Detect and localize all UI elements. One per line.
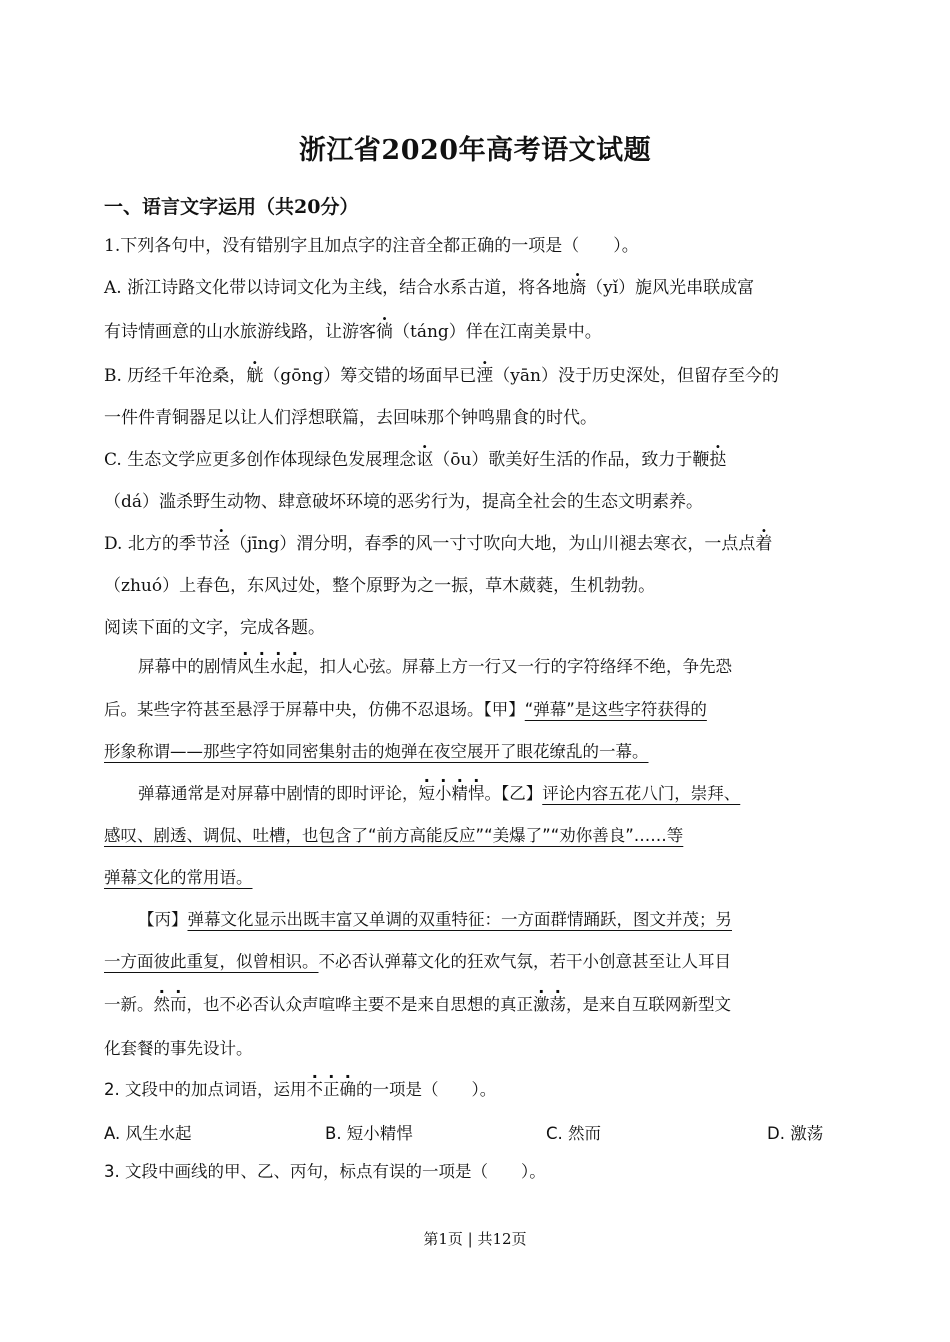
passage-p3-line-4: 化套餐的事先设计。 xyxy=(104,1039,253,1058)
option-c-line-1: C. 生态文学应更多创作体现绿色发展理念讴（ōu）歌美好生活的作品，致力于鞭挞 xyxy=(104,450,727,470)
sentence-bing: 弹幕文化显示出既丰富又单调的双重特征：一方面群情踊跃，图文并茂；另 xyxy=(187,910,732,929)
question-2-stem: 2. 文段中的加点词语，运用不正确的一项是（ ）。 xyxy=(104,1080,497,1099)
question-3-stem: 3. 文段中画线的甲、乙、丙句，标点有误的一项是（ ）。 xyxy=(104,1162,546,1181)
sentence-jia: “弹幕”是这些字符获得的 xyxy=(524,700,707,719)
option-a-line-1: A. 浙江诗路文化带以诗词文化为主线，结合水系古道，将各地旖（yǐ）旎风光串联成富 xyxy=(104,278,755,298)
q2-option-c: C. 然而 xyxy=(546,1124,602,1143)
q2-option-d: D. 激荡 xyxy=(767,1124,824,1143)
question-1-stem: 1.下列各句中，没有错别字且加点字的注音全都正确的一项是（ ）。 xyxy=(104,236,639,256)
passage-p2-line-3: 弹幕文化的常用语。 xyxy=(104,868,253,887)
option-a-line-2: 有诗情画意的山水旅游线路，让游客徜（táng）佯在江南美景中。 xyxy=(104,322,602,342)
passage-p2-line-2: 感叹、剧透、调侃、吐槽，也包含了“前方高能反应”“美爆了”“劝你善良”……等 xyxy=(104,826,684,845)
section-heading: 一、语言文字运用（共20分） xyxy=(104,196,359,218)
option-b-line-2: 一件件青铜器足以让人们浮想联篇，去回味那个钟鸣鼎食的时代。 xyxy=(104,408,597,428)
option-c-line-2: （dá）滥杀野生动物、肆意破坏环境的恶劣行为，提高全社会的生态文明素养。 xyxy=(104,492,704,512)
page-footer: 第1页 | 共12页 xyxy=(423,1230,527,1248)
passage-p3-line-2: 一方面彼此重复，似曾相识。不必否认弹幕文化的狂欢气氛，若干小创意甚至让人耳目 xyxy=(104,952,731,971)
q2-option-a: A. 风生水起 xyxy=(104,1124,192,1143)
option-b-line-1: B. 历经千年沧桑，觥（gōng）筹交错的场面早已湮（yān）没于历史深处，但留存至今的 xyxy=(104,366,779,386)
option-d-line-1: D. 北方的季节泾（jīng）渭分明，春季的风一寸寸吹向大地，为山川褪去寒衣，一点点着 xyxy=(104,534,773,554)
passage-p1-line-1: 屏幕中的剧情风生水起，扣人心弦。屏幕上方一行又一行的字符络绎不绝，争先恐 xyxy=(138,657,732,676)
page-title: 浙江省2020年高考语文试题 xyxy=(298,135,652,166)
passage-p3-line-1: 【丙】弹幕文化显示出既丰富又单调的双重特征：一方面群情踊跃，图文并茂；另 xyxy=(138,910,732,929)
reading-intro: 阅读下面的文字，完成各题。 xyxy=(104,618,325,638)
passage-p1-line-2: 后。某些字符甚至悬浮于屏幕中央，仿佛不忍退场。【甲】“弹幕”是这些字符获得的 xyxy=(104,700,707,719)
option-d-line-2: （zhuó）上春色，东风过处，整个原野为之一振，草木葳蕤，生机勃勃。 xyxy=(104,576,656,596)
passage-p1-line-3: 形象称谓——那些字符如同密集射击的炮弹在夜空展开了眼花缭乱的一幕。 xyxy=(104,742,649,761)
passage-p2-line-1: 弹幕通常是对屏幕中剧情的即时评论，短小精悍。【乙】评论内容五花八门，崇拜、 xyxy=(138,784,741,803)
passage-p3-line-3: 一新。然而，也不必否认众声喧哗主要不是来自思想的真正激荡，是来自互联网新型文 xyxy=(104,995,731,1014)
q2-option-b: B. 短小精悍 xyxy=(325,1124,413,1143)
sentence-yi: 评论内容五花八门，崇拜、 xyxy=(542,784,741,803)
